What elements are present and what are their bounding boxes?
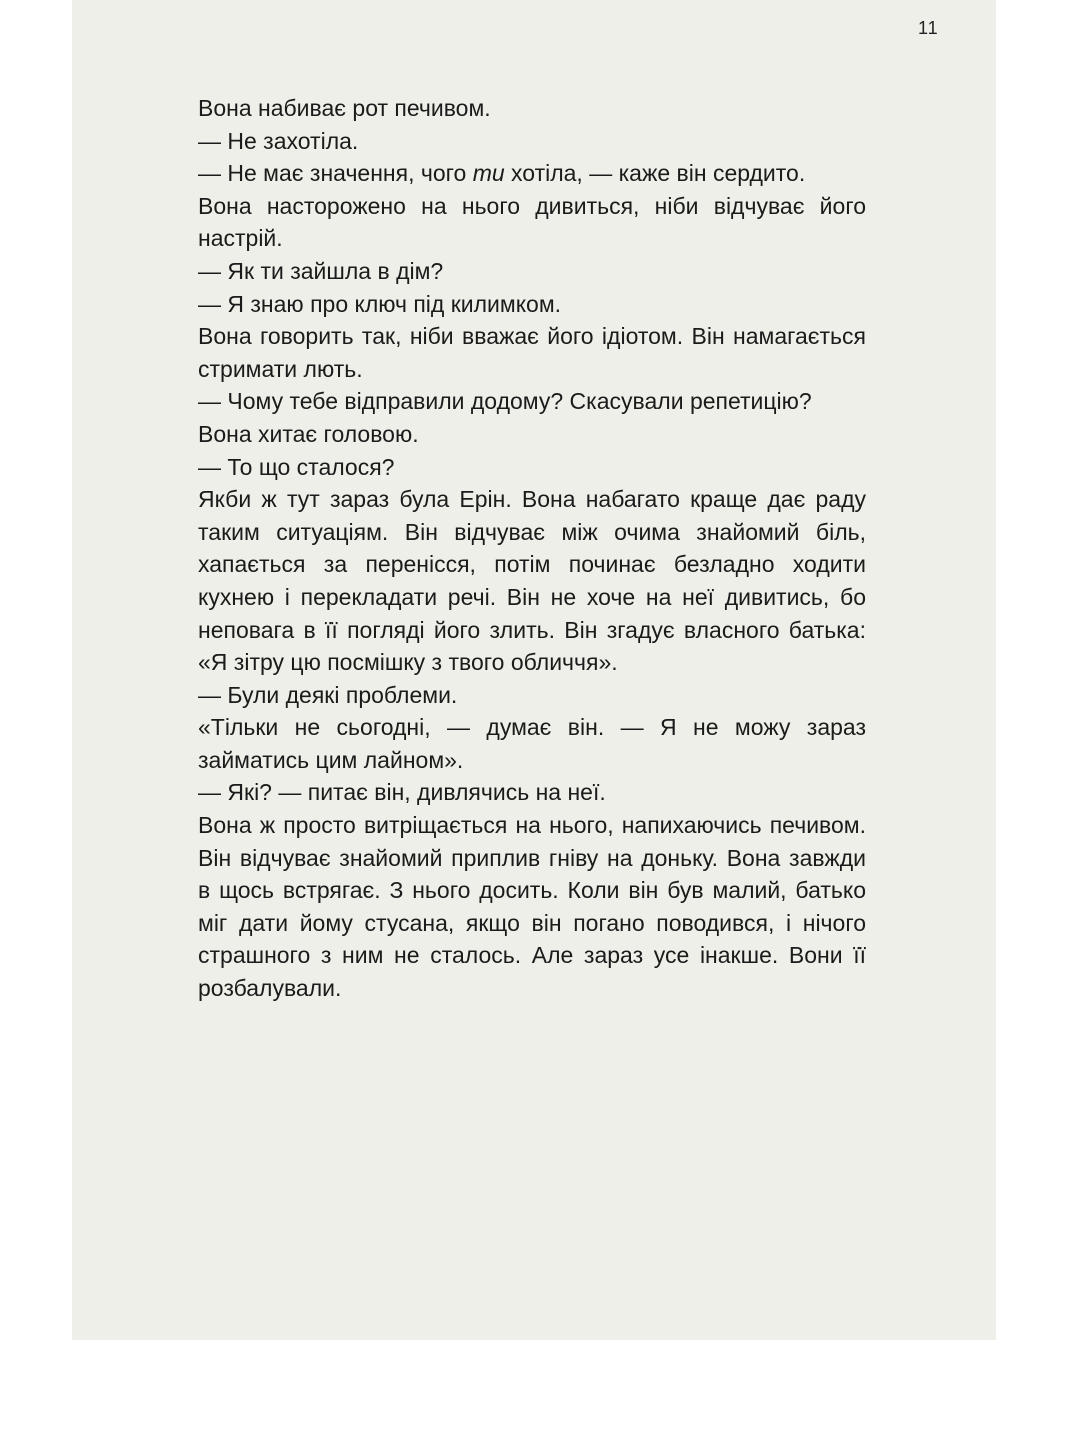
paragraph: Вона насторожено на нього дивиться, ніби відчуває його настрій. xyxy=(198,192,866,252)
dialog-part: хотіла, — каже він сердито. xyxy=(504,160,806,187)
paragraph: Вона хитає головою. xyxy=(198,420,419,447)
paragraph: Якби ж тут зараз була Ерін. Вона набагато краще дає раду таким ситуаціям. Він відчуває між очима знайомий біль, хапається за перенісся, потім починає безладно ходити кухнею і перекладати речі. Він не хоче на неї дивитись, бо неповага в її погляді його злить. Він згадує власного батька: «Я зітру цю посмішку з твого обличчя». xyxy=(198,486,866,676)
dialog-line: — То що сталося? xyxy=(198,453,395,480)
dialog-line: — Чому тебе відправили додому? Скасували репетицію? xyxy=(198,388,812,415)
dialog-part: — Не має значення, чого xyxy=(198,160,473,187)
paragraph: Вона ж просто витріщається на нього, напихаючись печивом. Він відчуває знайомий приплив гніву на доньку. Вона завжди в щось встрягає. З нього досить. Коли він був малий, батько міг дати йому стусана, якщо він погано поводився, і нічого страшного з ним не сталось. Але зараз усе інакше. Вони її розбалували. xyxy=(198,812,866,1002)
emphasis-word: ти xyxy=(472,160,505,187)
paragraph: «Тільки не сьогодні, — думає він. — Я не можу зараз займатись цим лайном». xyxy=(198,714,866,773)
dialog-line: — Не захотіла. xyxy=(198,127,359,154)
paragraph: Вона говорить так, ніби вважає його ідіотом. Він намагається стримати лють. xyxy=(198,323,866,382)
body-text xyxy=(198,92,866,1005)
dialog-line xyxy=(198,157,866,190)
dialog-line: — Були деякі проблеми. xyxy=(198,681,458,708)
page-number: 11 xyxy=(918,18,939,38)
paragraph: Вона набиває рот печивом. xyxy=(198,95,491,121)
dialog-line: — Я знаю про ключ під килимком. xyxy=(198,290,562,317)
dialog-line: — Як ти зайшла в дім? xyxy=(198,257,444,284)
dialog-line: — Які? — питає він, дивлячись на неї. xyxy=(198,779,606,806)
